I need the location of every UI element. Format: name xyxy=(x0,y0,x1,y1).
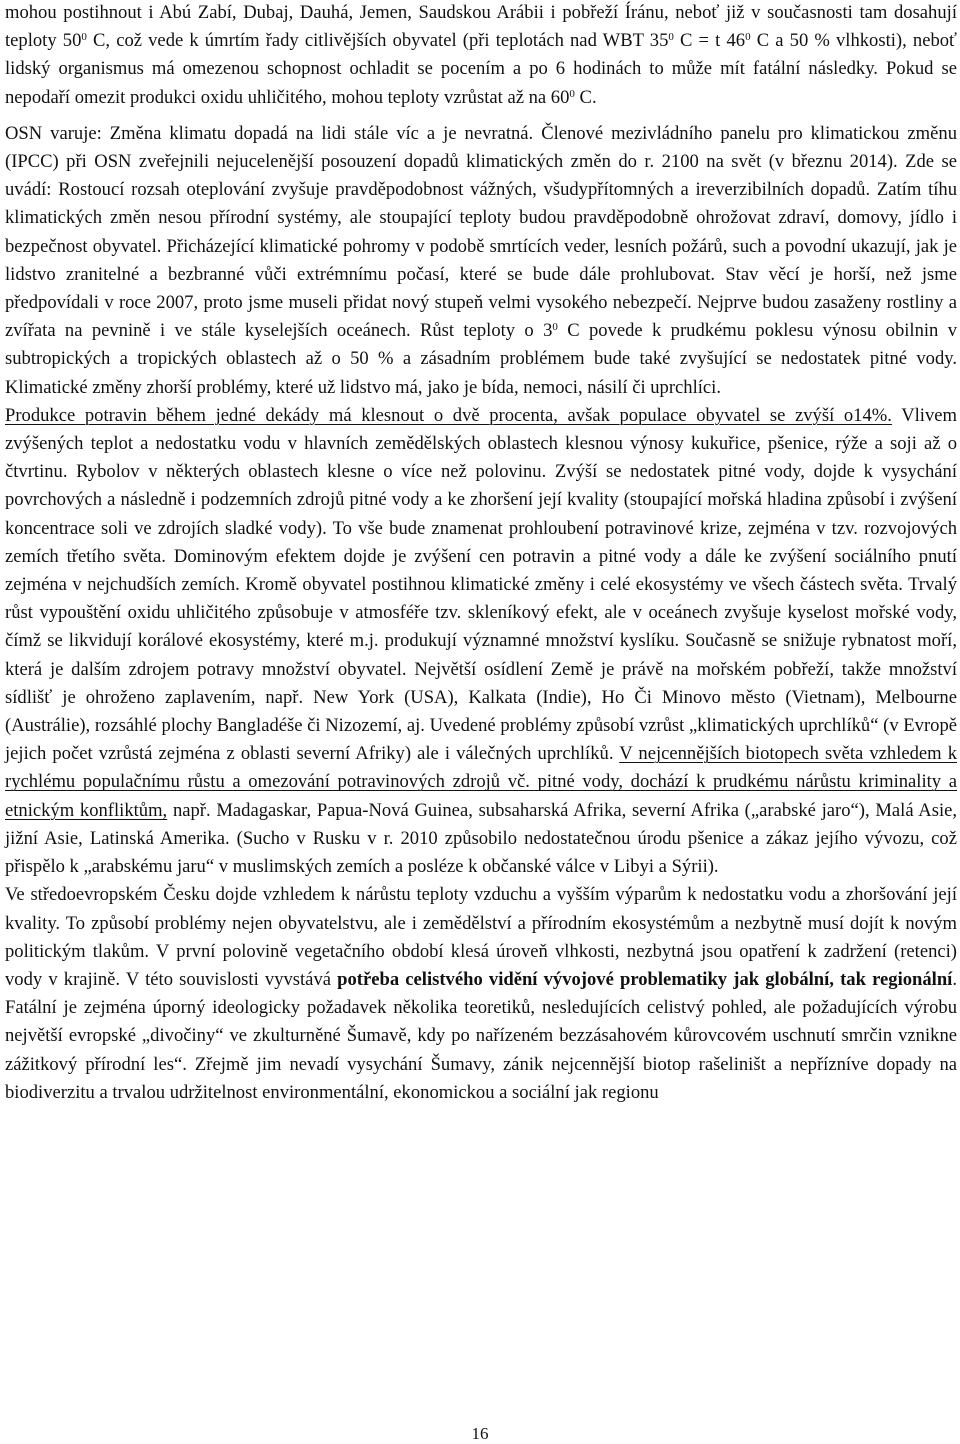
text-run: Vlivem zvýšených teplot a nedostatku vodu v hlavních zemědělských oblastech klesnou výnosy kukuřice, pšenice, rýže a soji až o čtvrtinu. Rybolov v některých oblastech klesne o více než polovinu. Zvýší se nedostatek pitné vody, dojde k vysychání povrchových a následně i podzemních zdrojů pitné vody a ke zhoršení její kvality (stoupající mořská hladina způsobí i zvýšení koncentrace soli ve zdrojích sladké vody). To vše bude znamenat prohloubení potravinové krize, zejména v tzv. rozvojových zemích třetího světa. Dominovým efektem dojde je zvýšení cen potravin a pitné vody a dále ke zvýšení sociálního pnutí zejména v nejchudších zemích. Kromě obyvatel postihnou klimatické změny i celé ekosystémy ve všech částech světa. Trvalý růst vypouštění oxidu uhličitého způsobuje v atmosféře tzv. skleníkový efekt, ale v oceánech zvyšuje kyselost mořské vody, čímž se likvidují korálové ekosystémy, které m.j. produkují významné množství kyslíku. Současně se snižuje rybnatost moří, která je dalším zdrojem potravy množství obyvatel. Největší osídlení Země je právě na mořském pobřeží, takže množství sídlišť je ohroženo zaplavením, např. New York (USA), Kalkata (Indie), Ho Či Minovo město (Vietnam), Melbourne (Austrálie), rozsáhlé plochy Bangladéše či Nizozemí, aj. Uvedené problémy způsobí vzrůst „klimatických uprchlíků“ (v Evropě jejich počet vzrůstá zejména z oblasti severní Afriky) ale i válečných uprchlíků. xyxy=(5,404,957,765)
underlined-text: Produkce potravin během jedné dekády má klesnout o dvě procenta, avšak populace obyvatel se zvýší o14%. xyxy=(5,404,892,426)
paragraph-central-europe xyxy=(5,881,957,1107)
text-run: mohou postihnout i Abú Zabí, Dubaj, Dauhá, Jemen, Saudskou Arábii i pobřeží Íránu, neboť již v současnosti tam dosahují teploty 50 xyxy=(5,2,957,52)
text-run: . Fatální je zejména úporný ideologicky požadavek několika teoretiků, nesledujících celistvý pohled, ale požadujících výrobu největší evropské „divočiny“ ve zkulturněné Šumavě, kdy po nařízeném bezzásahovém kůrovcovém uschnutí smrčin vznikne zážitkový přírodní les“. Zřejmě jim nevadí vysychání Šumavy, zánik nejcennější biotop rašeliništ a nepřízníve dopady na biodiverzitu a trvalou udržitelnost environmentální, ekonomickou a sociální jak regionu xyxy=(5,968,957,1103)
page-number: 16 xyxy=(471,1424,489,1443)
text-run: C = t 46 xyxy=(673,30,746,52)
text-run: C. xyxy=(574,86,597,108)
superscript-degree: 0 xyxy=(668,31,674,44)
bold-text: potřeba celistvého vidění vývojové problematiky jak globální, tak regionální xyxy=(337,968,953,990)
text-run: např. Madagaskar, Papua-Nová Guinea, subsaharská Afrika, severní Afrika („arabské jaro“), Malá Asie, jižní Asie, Latinská Amerika. (Sucho v Rusku v r. 2010 způsobilo nedostatečnou úrodu pšenice a zákaz jejího vývozu, což přispělo k „arabskému jaru“ v muslimských zemích a posléze k občanské válce v Libyi a Sýrii). xyxy=(5,799,958,878)
superscript-degree: 0 xyxy=(745,31,751,44)
superscript-degree: 0 xyxy=(552,321,558,334)
paragraph-food-production xyxy=(5,402,957,881)
text-run: C, což vede k úmrtím řady citlivějších obyvatel (při teplotách nad WBT 35 xyxy=(86,30,669,52)
text-run: C povede k prudkému poklesu výnosu obilnin v subtropických a tropických oblastech až o 50 % a zásadním problémem bude také zvyšující se nedostatek pitné vody. Klimatické změny zhorší problémy, které už lidstvo má, jako je bída, nemoci, násilí či uprchlíci. xyxy=(5,320,957,398)
paragraph-heat-gulf xyxy=(5,0,957,112)
text-run: Ve středoevropském Česku dojde vzhledem k nárůstu teploty vzduchu a vyšším výparům k nedostatku vodu a zhoršování její kvality. To způsobí problémy nejen obyvatelstvu, ale i zemědělství a přírodním ekosystémům a nezbytně musí dojít k novým politickým tlakům. V první polovině vegetačního období klesá úroveň vlhkosti, nezbytná jsou opatření k zadržení (retenci) vody v krajině. V této souvislosti vyvstává xyxy=(5,884,957,990)
text-run: OSN varuje: Změna klimatu dopadá na lidi stále víc a je nevratná. Členové mezivládního panelu pro klimatickou změnu (IPCC) při OSN zveřejnili nejucelenější posouzení dopadů klimatických změn do r. 2100 na svět (v březnu 2014). Zde se uvádí: Rostoucí rozsah oteplování zvyšuje pravděpodobnost vážných, všudypřítomných a ireverzibilních dopadů. Zatím tíhu klimatických změn nesou přírodní systémy, ale stoupající teploty budou pravděpodobně ohrožovat zdraví, domovy, jídlo i bezpečnost obyvatel. Přicházející klimatické pohromy v podobě smrtících veder, lesních požárů, such a povodní ukazují, jak je lidstvo zranitelné a bezbranné vůči extrémnímu počasí, které se bude dále prohlubovat. Stav věcí je horší, než jsme předpovídali v roce 2007, proto jsme museli přidat nový stupeň velmi vysokého nebezpečí. Nejprve budou zasaženy rostliny a zvířata na pevnině i ve stále kyselejších oceánech. Růst teploty o 3 xyxy=(5,122,957,342)
superscript-degree: 0 xyxy=(569,87,575,100)
document-page xyxy=(5,0,957,1107)
underlined-text: V nejcennějších biotopech světa vzhledem k rychlému populačnímu růstu a omezování potravinových zdrojů vč. pitné vody, dochází k prudkému nárůstu kriminality a etnickým konfliktům, xyxy=(5,743,958,821)
text-run: C a 50 % vlhkosti), neboť lidský organismus má omezenou schopnost ochladit se pocením a po 6 hodinách to může mít fatální následky. Pokud se nepodaří omezit produkci oxidu uhličitého, mohou teploty vzrůstat až na 60 xyxy=(5,30,957,108)
paragraph-un-warning xyxy=(5,120,957,402)
superscript-degree: 0 xyxy=(81,31,87,44)
